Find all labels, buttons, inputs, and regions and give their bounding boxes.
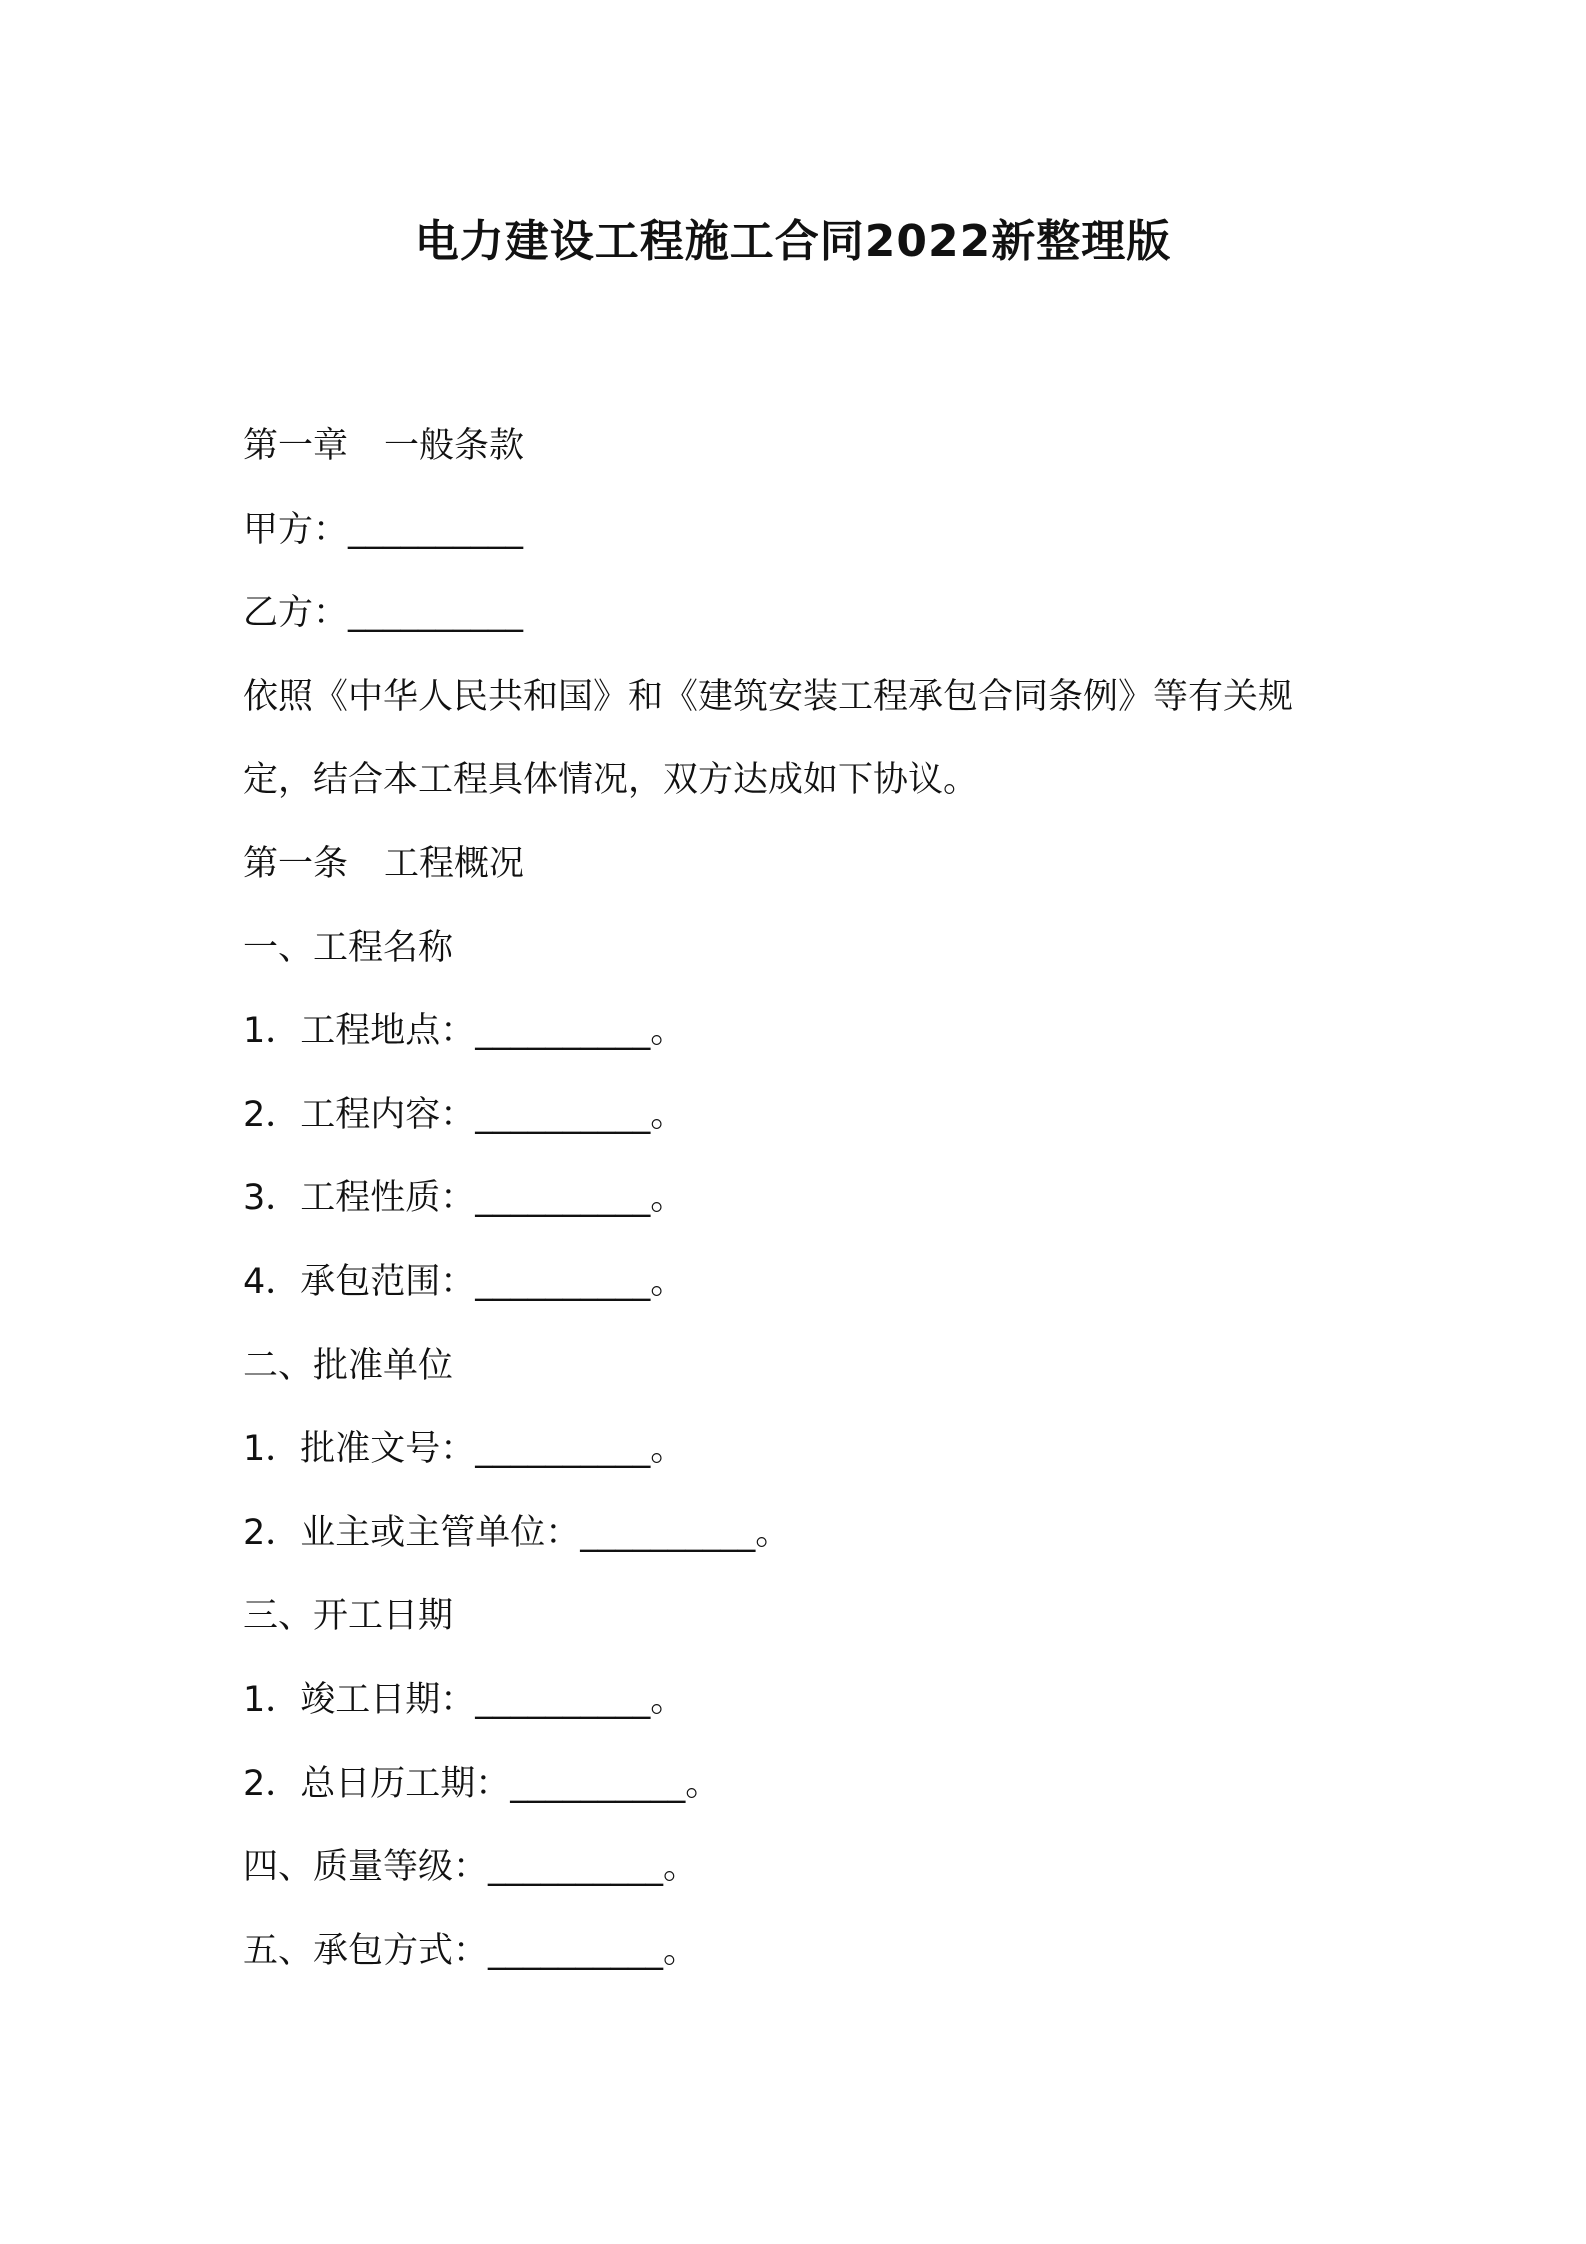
- document-title: 电力建设工程施工合同2022新整理版: [414, 216, 1172, 267]
- section-heading-project-name: 一、工程名称: [243, 927, 454, 968]
- article-name: 工程概况: [384, 843, 525, 884]
- section-heading-approval: 二、批准单位: [243, 1345, 454, 1386]
- chapter-heading: [243, 405, 1363, 489]
- chapter-name: 一般条款: [384, 426, 525, 466]
- clause-line: 4．承包范围：__________。: [243, 1261, 686, 1302]
- preamble-line: 依照《中华人民共和国》和《建筑安装工程承包合同条例》等有关规: [243, 676, 1294, 717]
- section-contract-method: 五、承包方式：__________。: [243, 1930, 699, 1971]
- clause-line: 1．批准文号：__________。: [243, 1429, 686, 1470]
- preamble-line: 定，结合本工程具体情况，双方达成如下协议。: [243, 760, 979, 801]
- party-a-line: 甲方：__________: [243, 509, 524, 550]
- article-heading: [243, 823, 1363, 907]
- section-heading-start-date: 三、开工日期: [243, 1596, 454, 1637]
- clause-line: 3．工程性质：__________。: [243, 1178, 686, 1219]
- section-quality-grade: 四、质量等级：__________。: [243, 1847, 699, 1888]
- clause-line: 2．业主或主管单位：__________。: [243, 1512, 791, 1553]
- chapter-number: 第一章: [243, 426, 349, 466]
- clause-line: 1．工程地点：__________。: [243, 1011, 686, 1052]
- clause-line: 2．工程内容：__________。: [243, 1094, 686, 1135]
- clause-line: 1．竣工日期：__________。: [243, 1679, 686, 1720]
- clause-line: 2．总日历工期：__________。: [243, 1763, 721, 1804]
- article-number: 第一条: [243, 843, 349, 884]
- party-b-line: 乙方：__________: [243, 593, 524, 634]
- document-body: [243, 405, 1363, 1993]
